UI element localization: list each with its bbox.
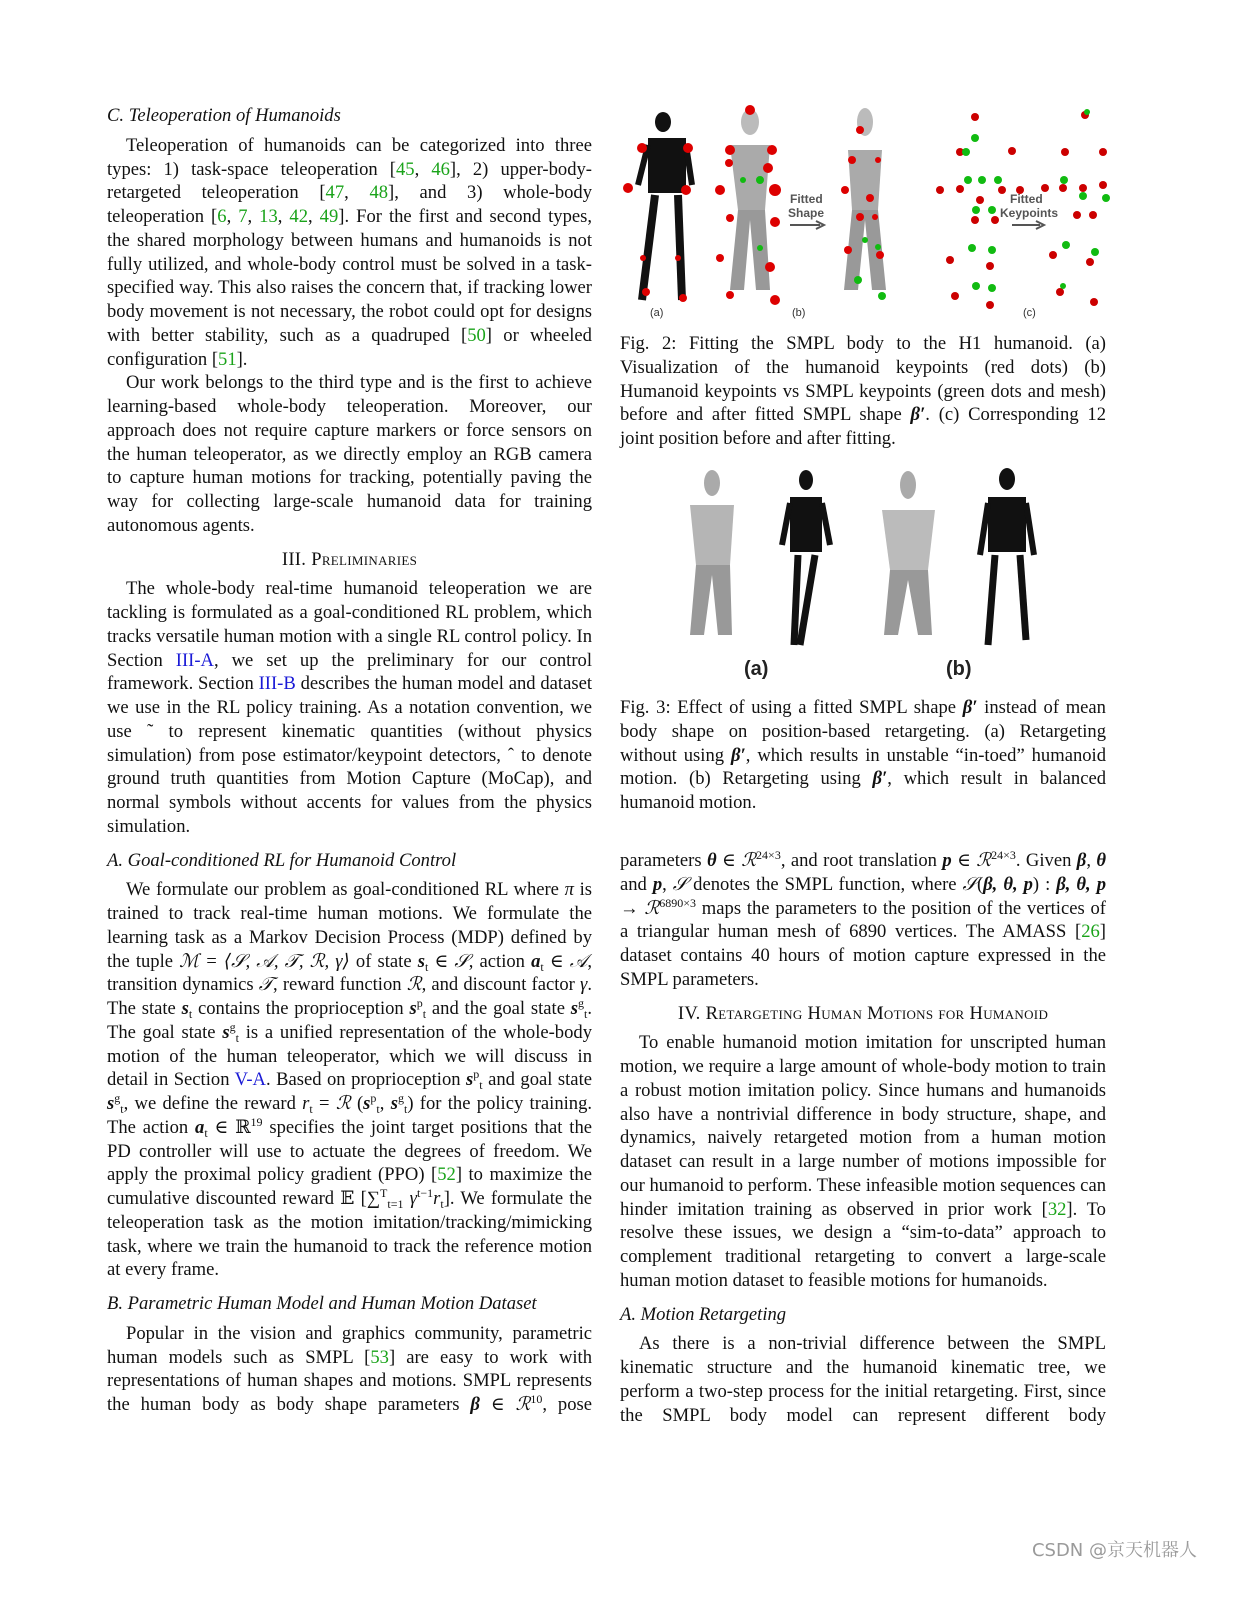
text-run: = [312, 1093, 336, 1114]
math-symbol: β [470, 1394, 480, 1415]
math-symbol: ℳ = ⟨𝒮, 𝒜, 𝒯, ℛ, γ⟩ [179, 950, 350, 972]
section-heading-retargeting: IV. Retargeting Human Motions for Humanoid [677, 1002, 1049, 1024]
text-run: . (c) Corresponding 12 joint position before and after fitting. [620, 404, 1107, 449]
arrow-right-icon [1012, 221, 1044, 229]
subscript: t [424, 959, 429, 974]
text-run: , [344, 182, 370, 204]
fitted-shape-label-line2: Shape [788, 206, 825, 220]
math-symbol: β, θ, p [983, 873, 1033, 895]
text-run: of state [349, 950, 418, 972]
math-symbol: ℛ [335, 1093, 351, 1114]
subscript: t [309, 1102, 313, 1116]
section-ref-link[interactable]: III-A [175, 649, 214, 671]
text-run: ( [976, 873, 984, 895]
text-run: , and discount factor [421, 974, 581, 996]
text-run: To enable humanoid motion imitation for unscripted human motion, we require a large amount of whole-body motion to train a robust motion imitation policy. Since humans and humanoids also have a nontrivial difference in body structure, shape, and dynamics, naively retargeted motion from a human motion dataset can result in a large number of motions impossible for our humanoid to perform. These infeasible motion sequences can hinder imitation training as observed in prior work [ [620, 1032, 1106, 1220]
superscript: g [114, 1091, 121, 1105]
math-symbol: β [1076, 850, 1087, 871]
text-run: ∈ [951, 850, 977, 871]
text-run: The whole-body real-time humanoid teleoperation we are tackling is formulated as a goal-conditioned RL problem, which tracks versatile human motion with a single RL control policy. In Section [107, 578, 592, 671]
left-column [107, 104, 592, 1417]
text-run: Fig. 2: Fitting the SMPL body to the H1 humanoid. (a) Visualization of the humanoid keypoints (red dots) (b) Humanoid keypoints vs SMPL keypoints (green dots and mesh) before and after fitted SMPL shape [620, 333, 1106, 426]
text-run: Popular in the vision and graphics community, parametric human models such as SMPL [ [107, 1322, 592, 1368]
subscript: t [204, 1125, 208, 1140]
math-symbol: π [564, 879, 574, 901]
math-symbol: β′ [872, 768, 888, 790]
superscript: g [578, 996, 584, 1010]
subscript: t [376, 1102, 380, 1116]
subsection-heading-goal-conditioned-rl: A. Goal-conditioned RL for Humanoid Control [107, 849, 457, 871]
text-run: ∈ [428, 950, 455, 972]
fig3-label-b: (b) [946, 658, 972, 680]
text-run: , [226, 206, 239, 227]
subsection-heading-motion-retargeting: A. Motion Retargeting [620, 1303, 787, 1325]
smpl-mesh-before [715, 105, 781, 305]
paragraph [107, 878, 592, 1282]
math-symbol: ℛ [515, 1394, 531, 1415]
citation-link[interactable]: 48 [369, 182, 389, 204]
fig2-label-a: (a) [650, 307, 664, 319]
subscript: t [120, 1102, 124, 1116]
superscript: 6890×3 [659, 895, 697, 910]
text-run: parameters [620, 850, 707, 871]
math-symbol: s [417, 950, 425, 972]
math-symbol: β′ [962, 697, 978, 718]
figure-3-image [670, 465, 1060, 680]
right-column [620, 849, 1106, 1427]
text-run: denotes the SMPL function, where [687, 873, 963, 895]
figure-2-image [620, 100, 1115, 325]
text-run: , [247, 206, 260, 227]
math-symbol: ℛ [741, 850, 757, 871]
citation-link[interactable]: 47 [325, 182, 345, 204]
text-run: . The goal state [107, 998, 592, 1043]
text-run: , [662, 873, 673, 895]
text-run: Teleoperation of humanoids can be categorized into three types: 1) task-space teleoperation [ [107, 134, 592, 180]
h1-robot-b [980, 468, 1034, 645]
math-symbol: a [195, 1116, 205, 1138]
text-run: ], and 3) whole-body teleoperation [ [107, 182, 593, 227]
citation-link[interactable]: 49 [319, 206, 339, 227]
citation-link[interactable]: 52 [437, 1164, 456, 1186]
math-symbol: r [433, 1188, 441, 1209]
math-symbol: ℛ [976, 850, 992, 871]
text-run: and [620, 873, 653, 895]
figure-3-caption-block [620, 696, 1106, 815]
text-run: , and root translation [780, 850, 943, 871]
subscript: t [584, 1007, 588, 1021]
text-run: ∈ [479, 1394, 516, 1415]
text-run: maps the parameters to the position of the vertices of a triangular human mesh of 6890 vertices. The AMASS [ [620, 897, 1106, 943]
math-symbol: θ [1096, 850, 1107, 871]
superscript: p [473, 1067, 480, 1082]
text-run: , transition dynamics [107, 950, 592, 996]
citation-link[interactable]: 13 [259, 206, 278, 227]
fig3-label-a: (a) [744, 658, 769, 680]
citation-link[interactable]: 7 [238, 206, 248, 227]
citation-link[interactable]: 26 [1081, 921, 1100, 943]
subscript: t=1 [387, 1197, 404, 1211]
math-symbol: 𝒯 [258, 974, 274, 996]
subscript: t [440, 1197, 444, 1211]
citation-link[interactable]: 32 [1047, 1198, 1067, 1220]
section-ref-link[interactable]: V-A [234, 1069, 266, 1091]
text-run: describes the human model and dataset we use in the RL policy training. As a notation convention, we use ˜ to represent kinematic quantities (without physics simulation) from pose estimator/keypoint detectors, ˆ to denote ground truth quantities from Motion Capture (MoCap), and normal symbols without accents for values from the physics simulation. [107, 673, 592, 837]
math-symbol: γ [580, 974, 588, 996]
citation-link[interactable]: 46 [431, 158, 450, 180]
superscript: g [229, 1019, 236, 1034]
math-symbol: s [409, 998, 417, 1019]
text-run: ( [350, 1093, 364, 1114]
text-run: . The state [107, 974, 592, 1019]
math-symbol: β′ [731, 744, 746, 766]
math-symbol: ℛ [406, 974, 422, 996]
subsection-heading-parametric-human-model: B. Parametric Human Model and Human Motion Dataset [107, 1293, 537, 1314]
fitted-keypoints-label-line1: Fitted [1010, 192, 1043, 206]
text-run: , we set up the preliminary for our control framework. Section [107, 649, 593, 695]
text-run: ], 2) upper-body-retargeted teleoperation [ [107, 158, 592, 204]
text-run: is trained to track real-time human motions. We formulate the learning task as a Markov Decision Process (MDP) defined by the tuple [107, 879, 593, 972]
math-symbol: s [107, 1093, 115, 1114]
fig2-label-b: (b) [792, 307, 806, 319]
text-run: , which results in unstable “in-toed” humanoid motion. (b) Retargeting using [620, 744, 1107, 790]
paragraph [620, 1031, 1106, 1292]
text-run: , action [468, 950, 532, 972]
math-symbol: γ [409, 1188, 417, 1209]
math-symbol: p [652, 873, 663, 895]
math-symbol: θ [706, 850, 717, 871]
figure-2-caption-block [620, 332, 1106, 451]
paragraph [107, 1322, 592, 1417]
math-symbol: 𝒮 [672, 873, 688, 895]
text-run: ]. For the first and second types, the shared morphology between humans and humanoids is not fully utilized, and whole-body control must be solved in a task-specified way. This also raises the concern that, if tracking lower body movement is not necessary, the robot could opt for designs with better stability, such as a quadruped [ [107, 206, 593, 346]
text-run: instead of mean body shape on position-based retargeting. (a) Retargeting without using [620, 697, 1106, 766]
text-run: . Given [1015, 850, 1077, 871]
text-run: , [1086, 850, 1097, 871]
text-run: contains the proprioception [192, 998, 410, 1019]
watermark: CSDN @京天机器人 [1031, 1540, 1197, 1561]
subscript: t [479, 1078, 483, 1093]
figure-3-caption [620, 696, 1106, 815]
math-symbol: s [466, 1069, 474, 1091]
subscript: t [540, 959, 544, 974]
superscript: 24×3 [991, 848, 1016, 862]
subscript: t [235, 1030, 239, 1045]
paragraph [107, 371, 592, 537]
retarget-mesh-a [690, 470, 734, 635]
text-run: ] or wheeled configuration [ [107, 324, 592, 370]
text-run: ∈ [543, 950, 570, 972]
text-run: , pose [542, 1394, 592, 1415]
text-run: , [277, 206, 290, 227]
text-run: ] to maximize the cumulative discounted reward 𝔼 [∑ [107, 1164, 592, 1209]
arrow-right-icon [790, 221, 824, 229]
text-run: , reward function [273, 974, 407, 996]
section-heading-teleoperation: C. Teleoperation of Humanoids [107, 105, 341, 126]
superscript: 10 [530, 1392, 543, 1406]
paragraph [620, 1332, 1106, 1427]
paragraph [620, 849, 1106, 992]
section-ref-link[interactable]: III-B [258, 673, 296, 695]
fig2-label-c: (c) [1023, 307, 1036, 319]
smpl-mesh-after [841, 108, 886, 300]
superscript: p [370, 1091, 377, 1105]
fitted-keypoints-label-line2: Keypoints [1000, 206, 1059, 220]
text-run: ∈ ℝ [207, 1116, 251, 1138]
superscript: 24×3 [756, 848, 781, 862]
text-run: ) for the policy training. The action [107, 1093, 593, 1138]
text-run: Fig. 3: Effect of using a fitted SMPL shape [620, 697, 963, 718]
text-run: ] are easy to work with representations of human shapes and motions. SMPL represents the human body as body shape parameters [107, 1346, 592, 1415]
figure-2-caption [620, 332, 1106, 451]
math-symbol: 𝒮 [454, 950, 469, 972]
citation-link[interactable]: 53 [370, 1346, 389, 1368]
text-run: ]. We formulate the teleoperation task as the motion imitation/tracking/mimicking task, where we train the humanoid to track the reference motion at every frame. [107, 1188, 592, 1281]
math-symbol: 𝒜 [569, 950, 588, 972]
superscript: t−1 [417, 1186, 434, 1200]
subscript: t [403, 1102, 408, 1116]
text-run: We formulate our problem as goal-conditioned RL where [126, 879, 565, 901]
text-run: and goal state [482, 1069, 592, 1091]
math-symbol: s [222, 1021, 230, 1043]
text-run: ∈ [716, 850, 742, 871]
retarget-mesh-b [882, 471, 935, 635]
section-heading-preliminaries: III. Preliminaries [281, 548, 418, 570]
math-symbol: s [363, 1093, 371, 1114]
text-run: specifies the joint target positions that the PD controller will use to actuate the degrees of freedom. We apply the proximal policy gradient (PPO) [ [107, 1116, 592, 1186]
text-run: , [308, 206, 320, 227]
text-run: , which result in balanced humanoid motion. [620, 768, 1106, 813]
citation-link[interactable]: 50 [467, 324, 486, 346]
math-symbol: ℛ [644, 897, 660, 919]
math-symbol: a [531, 950, 541, 972]
text-run: ]. To resolve these issues, we design a “sim-to-data” approach to complement traditional retargeting to convert a large-scale human motion dataset to feasible motions for humanoids. [620, 1198, 1106, 1291]
superscript: 19 [250, 1114, 263, 1129]
citation-link[interactable]: 42 [289, 206, 309, 227]
math-symbol: r [302, 1093, 310, 1114]
paragraph [107, 134, 592, 372]
subscript: t [188, 1007, 193, 1021]
math-symbol: s [570, 998, 578, 1019]
citation-link[interactable]: 6 [217, 206, 227, 227]
fitted-shape-label-line1: Fitted [790, 192, 823, 206]
paragraph [107, 577, 592, 838]
citation-link[interactable]: 51 [218, 348, 237, 370]
citation-link[interactable]: 45 [395, 158, 415, 180]
text-run: → [620, 897, 645, 919]
text-run: , [414, 158, 432, 180]
math-symbol: β, θ, p [1056, 873, 1106, 895]
math-symbol: β′ [910, 404, 926, 426]
text-run: ) : [1032, 873, 1057, 895]
text-run: As there is a non-trivial difference between the SMPL kinematic structure and the humanoid kinematic tree, we perform a two-step process for the initial retargeting. First, since the SMPL body model can represent different body [620, 1333, 1106, 1426]
math-symbol: s [390, 1093, 398, 1114]
text-run: ]. [236, 348, 248, 370]
text-run: . Based on proprioception [265, 1069, 467, 1091]
superscript: g [397, 1091, 404, 1105]
superscript: T [380, 1186, 388, 1200]
math-symbol: 𝒮 [962, 873, 977, 895]
text-run: and the goal state [426, 998, 571, 1019]
text-run: , we define the reward [123, 1093, 303, 1114]
superscript: p [416, 996, 423, 1010]
h1-robot-figure [623, 112, 693, 302]
math-symbol: p [942, 850, 952, 871]
math-symbol: s [181, 998, 189, 1019]
text-run: is a unified representation of the whole-body motion of the human teleoperator, which we will discuss in detail in Section [107, 1021, 592, 1091]
text-run: , [379, 1093, 391, 1114]
h1-robot-a [782, 470, 830, 645]
text-run: Our work belongs to the third type and is the first to achieve learning-based whole-body teleoperation. Moreover, our approach does not require capture markers or force sensors on the human teleoperator, as we directly employ an RGB camera to capture human motions for tracking, potentially paving the way for collecting large-scale humanoid data for training autonomous agents. [107, 372, 592, 536]
text-run: ] dataset contains 40 hours of motion capture expressed in the SMPL parameters. [620, 921, 1106, 990]
subscript: t [422, 1007, 427, 1021]
